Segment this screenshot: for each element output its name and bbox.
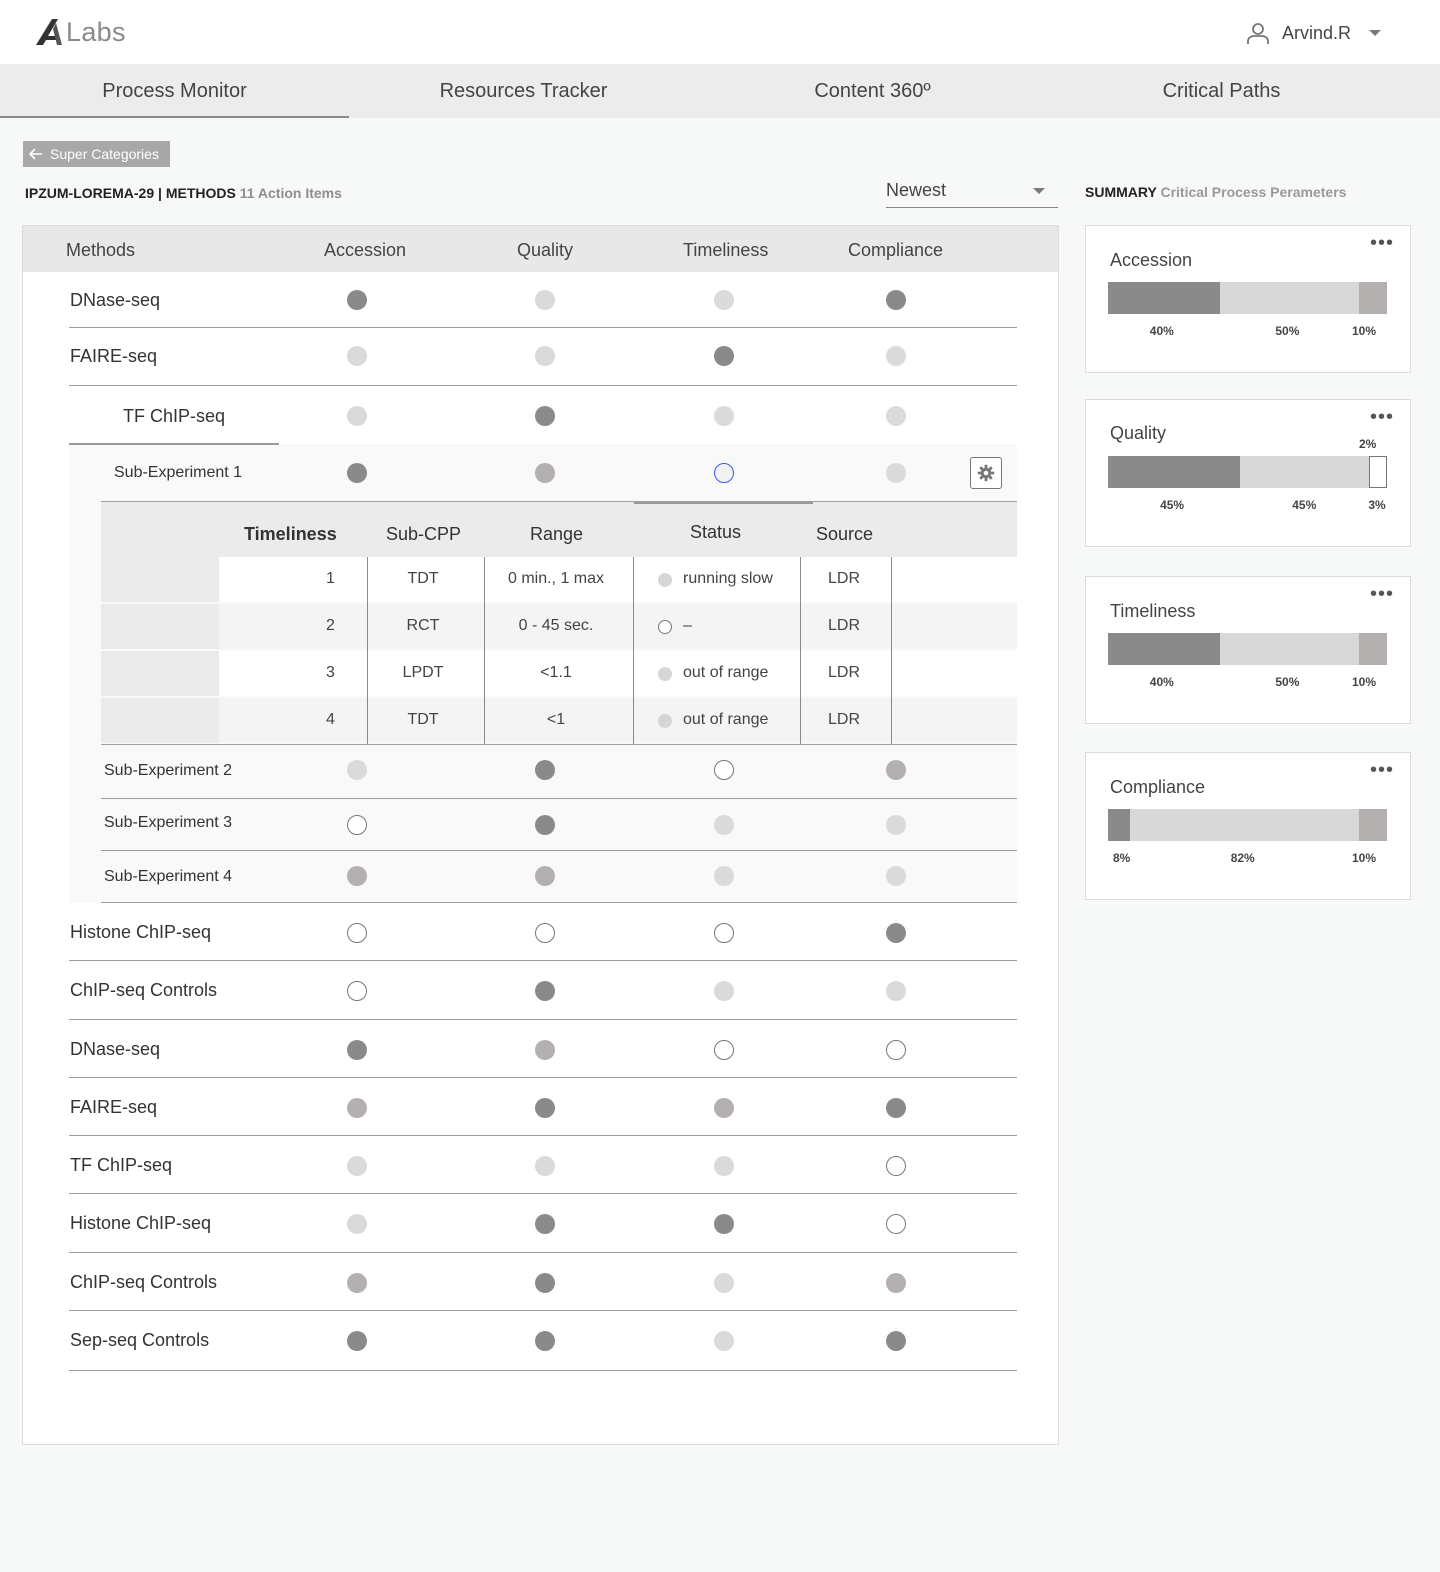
method-label: DNase-seq (70, 1039, 161, 1059)
method-row[interactable] (69, 1136, 1017, 1194)
column-header-methods[interactable]: Methods (66, 240, 136, 260)
detail-column-range[interactable]: Range (530, 524, 584, 544)
divider (101, 744, 1017, 745)
quality-status-dot[interactable] (535, 923, 555, 943)
detail-column-source[interactable]: Source (816, 524, 874, 544)
timeliness-status-dot[interactable] (714, 760, 734, 780)
detail-status: – (683, 617, 692, 634)
bar-segment[interactable] (1359, 633, 1387, 665)
table-header (23, 226, 1058, 272)
timeliness-detail-table (101, 502, 1017, 745)
timeliness-status-dot[interactable] (714, 866, 734, 886)
detail-table-row[interactable] (101, 604, 1017, 649)
bar-segment[interactable] (1359, 282, 1387, 314)
accession-status-dot[interactable] (347, 981, 367, 1001)
compliance-status-dot[interactable] (886, 866, 906, 886)
bar-segment[interactable] (1220, 633, 1360, 665)
status-indicator-dot (658, 714, 672, 728)
bar-segment[interactable] (1108, 809, 1131, 841)
column-divider (367, 557, 368, 745)
method-label: Sep-seq Controls (70, 1330, 210, 1350)
quality-status-dot[interactable] (535, 406, 555, 426)
detail-source: LDR (828, 711, 861, 728)
method-row[interactable] (69, 1311, 1017, 1371)
bar-segment[interactable] (1108, 456, 1241, 488)
summary-title (1085, 184, 1346, 200)
chevron-down-icon (1369, 30, 1381, 36)
compliance-status-dot[interactable] (886, 406, 906, 426)
bar-percentage-label: 82% (1230, 851, 1255, 865)
sub-experiment-row[interactable] (101, 745, 1017, 799)
super-categories-label: Super Categories (50, 146, 159, 162)
method-row[interactable] (69, 272, 1017, 328)
accession-status-dot[interactable] (347, 760, 367, 780)
bar-segment[interactable] (1369, 456, 1387, 488)
timeliness-status-dot[interactable] (714, 1214, 734, 1234)
method-row[interactable] (69, 1078, 1017, 1136)
arrow-left-icon (29, 148, 43, 160)
quality-status-dot[interactable] (535, 346, 555, 366)
method-label: Histone ChIP-seq (70, 922, 212, 942)
column-header-accession[interactable]: Accession (324, 240, 407, 260)
tab-resources-tracker[interactable]: Resources Tracker (439, 79, 608, 102)
tab-process-monitor[interactable]: Process Monitor (0, 64, 349, 118)
detail-range: 0 - 45 sec. (518, 617, 594, 634)
summary-subtitle: Critical Process Perameters (1160, 184, 1347, 200)
bar-percentage-label: 10% (1352, 324, 1377, 338)
bar-percentage-label: 10% (1352, 851, 1377, 865)
divider (101, 501, 1017, 502)
a-logo-icon (36, 19, 64, 45)
method-label: ChIP-seq Controls (70, 1272, 218, 1292)
timeliness-status-dot[interactable] (714, 1098, 734, 1118)
bar-segment[interactable] (1108, 282, 1220, 314)
quality-status-dot[interactable] (535, 760, 555, 780)
detail-source: LDR (828, 664, 861, 681)
column-divider (800, 557, 801, 745)
accession-status-dot[interactable] (347, 1214, 367, 1234)
detail-table-header (101, 502, 1017, 557)
detail-status: out of range (683, 711, 769, 728)
column-header-timeliness[interactable]: Timeliness (683, 240, 769, 260)
quality-status-dot[interactable] (535, 1040, 555, 1060)
quality-status-dot[interactable] (535, 1156, 555, 1176)
timeliness-status-dot[interactable] (714, 1273, 734, 1293)
stacked-bar (1108, 456, 1387, 488)
method-row[interactable] (69, 386, 1017, 444)
summary-card-timeliness (1085, 576, 1411, 724)
summary-card-compliance (1085, 752, 1411, 900)
row-gutter (101, 604, 219, 649)
bar-percentage-label: 8% (1113, 851, 1131, 865)
summary-card-title: Timeliness (1110, 601, 1196, 621)
compliance-status-dot[interactable] (886, 815, 906, 835)
tab-content-360[interactable]: Content 360º (814, 79, 931, 102)
bar-percentage-label: 2% (1359, 437, 1377, 451)
bar-segment[interactable] (1130, 809, 1359, 841)
status-indicator-dot (658, 573, 672, 587)
detail-sub-cpp: RCT (406, 617, 440, 634)
method-row[interactable] (69, 328, 1017, 386)
compliance-status-dot[interactable] (886, 1040, 906, 1060)
timeliness-status-dot[interactable] (714, 1331, 734, 1351)
chevron-down-icon (1033, 188, 1045, 194)
quality-status-dot[interactable] (535, 866, 555, 886)
sort-dropdown[interactable] (886, 178, 1058, 208)
status-indicator-dot (658, 667, 672, 681)
method-row[interactable] (69, 1194, 1017, 1253)
column-divider (891, 557, 892, 745)
bar-percentage-label: 10% (1352, 675, 1377, 689)
stacked-bar (1108, 282, 1387, 314)
column-divider (484, 557, 485, 745)
detail-sub-cpp: LPDT (402, 664, 444, 681)
status-sort-indicator (634, 502, 813, 504)
detail-status: out of range (683, 664, 769, 681)
detail-range: <1 (546, 711, 566, 728)
tab-critical-paths[interactable]: Critical Paths (1162, 79, 1281, 102)
sub-experiment-row[interactable] (101, 851, 1017, 903)
compliance-status-dot[interactable] (886, 1214, 906, 1234)
detail-sub-cpp: TDT (407, 711, 439, 728)
timeliness-status-dot[interactable] (714, 346, 734, 366)
compliance-status-dot[interactable] (886, 760, 906, 780)
method-label: TF ChIP-seq (123, 406, 226, 426)
sub-experiment-row[interactable] (101, 799, 1017, 851)
stacked-bar (1108, 633, 1387, 665)
quality-status-dot[interactable] (535, 1273, 555, 1293)
logo[interactable] (36, 14, 126, 50)
sort-selected: Newest (886, 180, 947, 200)
methods-table (22, 225, 1059, 1445)
compliance-status-dot[interactable] (886, 1156, 906, 1176)
timeliness-status-dot[interactable] (714, 290, 734, 310)
method-label: Histone ChIP-seq (70, 1213, 212, 1233)
user-menu[interactable] (1246, 20, 1381, 46)
method-label: Sub-Experiment 3 (104, 814, 233, 831)
detail-table-row[interactable] (101, 698, 1017, 743)
top-bar (0, 0, 1440, 64)
compliance-status-dot[interactable] (886, 463, 906, 483)
method-label: ChIP-seq Controls (70, 980, 218, 1000)
method-row[interactable] (69, 1253, 1017, 1311)
summary-card-title: Accession (1110, 250, 1193, 270)
summary-card-title: Compliance (1110, 777, 1206, 797)
column-header-compliance[interactable]: Compliance (848, 240, 944, 260)
summary-card-title: Quality (1110, 423, 1167, 443)
detail-column-status[interactable]: Status (690, 522, 742, 542)
row-gutter (101, 557, 219, 602)
quality-status-dot[interactable] (535, 290, 555, 310)
accession-status-dot[interactable] (347, 1098, 367, 1118)
breadcrumb-id: IPZUM-LOREMA-29 (25, 185, 155, 201)
accession-status-dot[interactable] (347, 346, 367, 366)
detail-range: <1.1 (540, 664, 572, 681)
detail-column-sub-cpp[interactable]: Sub-CPP (386, 524, 462, 544)
quality-status-dot[interactable] (535, 1098, 555, 1118)
accession-status-dot[interactable] (347, 290, 367, 310)
method-label: TF ChIP-seq (70, 1155, 173, 1175)
status-indicator-dot (658, 620, 672, 634)
method-label: Sub-Experiment 2 (104, 762, 233, 779)
method-row[interactable] (69, 1020, 1017, 1078)
bar-percentage-label: 50% (1275, 675, 1300, 689)
method-row[interactable] (69, 903, 1017, 961)
accession-status-dot[interactable] (347, 1156, 367, 1176)
accession-status-dot[interactable] (347, 923, 367, 943)
compliance-status-dot[interactable] (886, 1331, 906, 1351)
summary-card-quality (1085, 399, 1411, 547)
bar-percentage-label: 40% (1149, 324, 1174, 338)
summary-heading: SUMMARY (1085, 184, 1157, 200)
logo-text: Labs (66, 16, 126, 47)
breadcrumb (25, 185, 342, 201)
bar-segment[interactable] (1240, 456, 1373, 488)
timeliness-status-dot[interactable] (714, 406, 734, 426)
quality-status-dot[interactable] (535, 815, 555, 835)
accession-status-dot[interactable] (347, 866, 367, 886)
detail-table-row[interactable] (101, 651, 1017, 696)
accession-status-dot[interactable] (347, 406, 367, 426)
compliance-status-dot[interactable] (886, 290, 906, 310)
compliance-status-dot[interactable] (886, 1273, 906, 1293)
accession-status-dot[interactable] (347, 815, 367, 835)
compliance-status-dot[interactable] (886, 346, 906, 366)
method-label: FAIRE-seq (70, 346, 158, 366)
detail-source: LDR (828, 617, 861, 634)
method-label: FAIRE-seq (70, 1097, 158, 1117)
detail-row-number: 4 (326, 711, 335, 728)
stacked-bar (1108, 809, 1387, 841)
accession-status-dot[interactable] (347, 1331, 367, 1351)
timeliness-status-dot[interactable] (714, 815, 734, 835)
compliance-status-dot[interactable] (886, 923, 906, 943)
row-gutter (101, 651, 219, 696)
detail-sub-cpp: TDT (407, 570, 439, 587)
sub-experiment-row[interactable] (69, 444, 1017, 502)
timeliness-status-dot[interactable] (714, 981, 734, 1001)
quality-status-dot[interactable] (535, 981, 555, 1001)
bar-segment[interactable] (1108, 633, 1220, 665)
timeliness-status-dot[interactable] (714, 1156, 734, 1176)
quality-status-dot[interactable] (535, 1214, 555, 1234)
bar-segment[interactable] (1220, 282, 1360, 314)
action-items-count: 11 Action Items (239, 185, 342, 201)
bar-segment[interactable] (1359, 809, 1387, 841)
bar-percentage-label: 45% (1292, 498, 1317, 512)
summary-card-accession (1085, 225, 1411, 373)
column-header-quality[interactable]: Quality (517, 240, 574, 260)
method-label: Sub-Experiment 1 (114, 464, 243, 481)
method-label: Sub-Experiment 4 (104, 868, 233, 885)
bar-percentage-label: 50% (1275, 324, 1300, 338)
breadcrumb-section: METHODS (165, 185, 236, 201)
user-name: Arvind.R (1282, 22, 1352, 43)
bar-percentage-label: 3% (1368, 498, 1386, 512)
accession-status-dot[interactable] (347, 1040, 367, 1060)
accession-status-dot[interactable] (347, 1273, 367, 1293)
detail-status: running slow (683, 570, 773, 587)
detail-source: LDR (828, 570, 861, 587)
more-options-icon[interactable]: ••• (1369, 232, 1394, 254)
super-categories-button[interactable] (23, 141, 170, 167)
detail-row-number: 2 (326, 617, 335, 634)
detail-range: 0 min., 1 max (507, 570, 605, 587)
user-icon (1246, 21, 1270, 45)
quality-status-dot[interactable] (535, 463, 555, 483)
compliance-status-dot[interactable] (886, 981, 906, 1001)
method-label: DNase-seq (70, 290, 161, 310)
detail-table-row[interactable] (101, 557, 1017, 602)
timeliness-status-dot[interactable] (714, 1040, 734, 1060)
more-options-icon[interactable]: ••• (1369, 759, 1394, 781)
main-tabs (0, 64, 1440, 118)
more-options-icon[interactable]: ••• (1369, 406, 1394, 428)
detail-row-number: 1 (326, 570, 335, 587)
quality-status-dot[interactable] (535, 1331, 555, 1351)
column-divider (633, 557, 634, 745)
row-gutter (101, 698, 219, 743)
method-row[interactable] (69, 961, 1017, 1020)
accession-status-dot[interactable] (347, 463, 367, 483)
bar-percentage-label: 40% (1149, 675, 1174, 689)
compliance-status-dot[interactable] (886, 1098, 906, 1118)
breadcrumb-separator: | (158, 185, 162, 201)
detail-row-number: 3 (326, 664, 335, 681)
timeliness-status-dot[interactable] (714, 923, 734, 943)
bar-percentage-label: 45% (1160, 498, 1185, 512)
timeliness-status-dot[interactable] (714, 463, 734, 483)
more-options-icon[interactable]: ••• (1369, 583, 1394, 605)
detail-column-timeliness[interactable]: Timeliness (244, 524, 337, 544)
